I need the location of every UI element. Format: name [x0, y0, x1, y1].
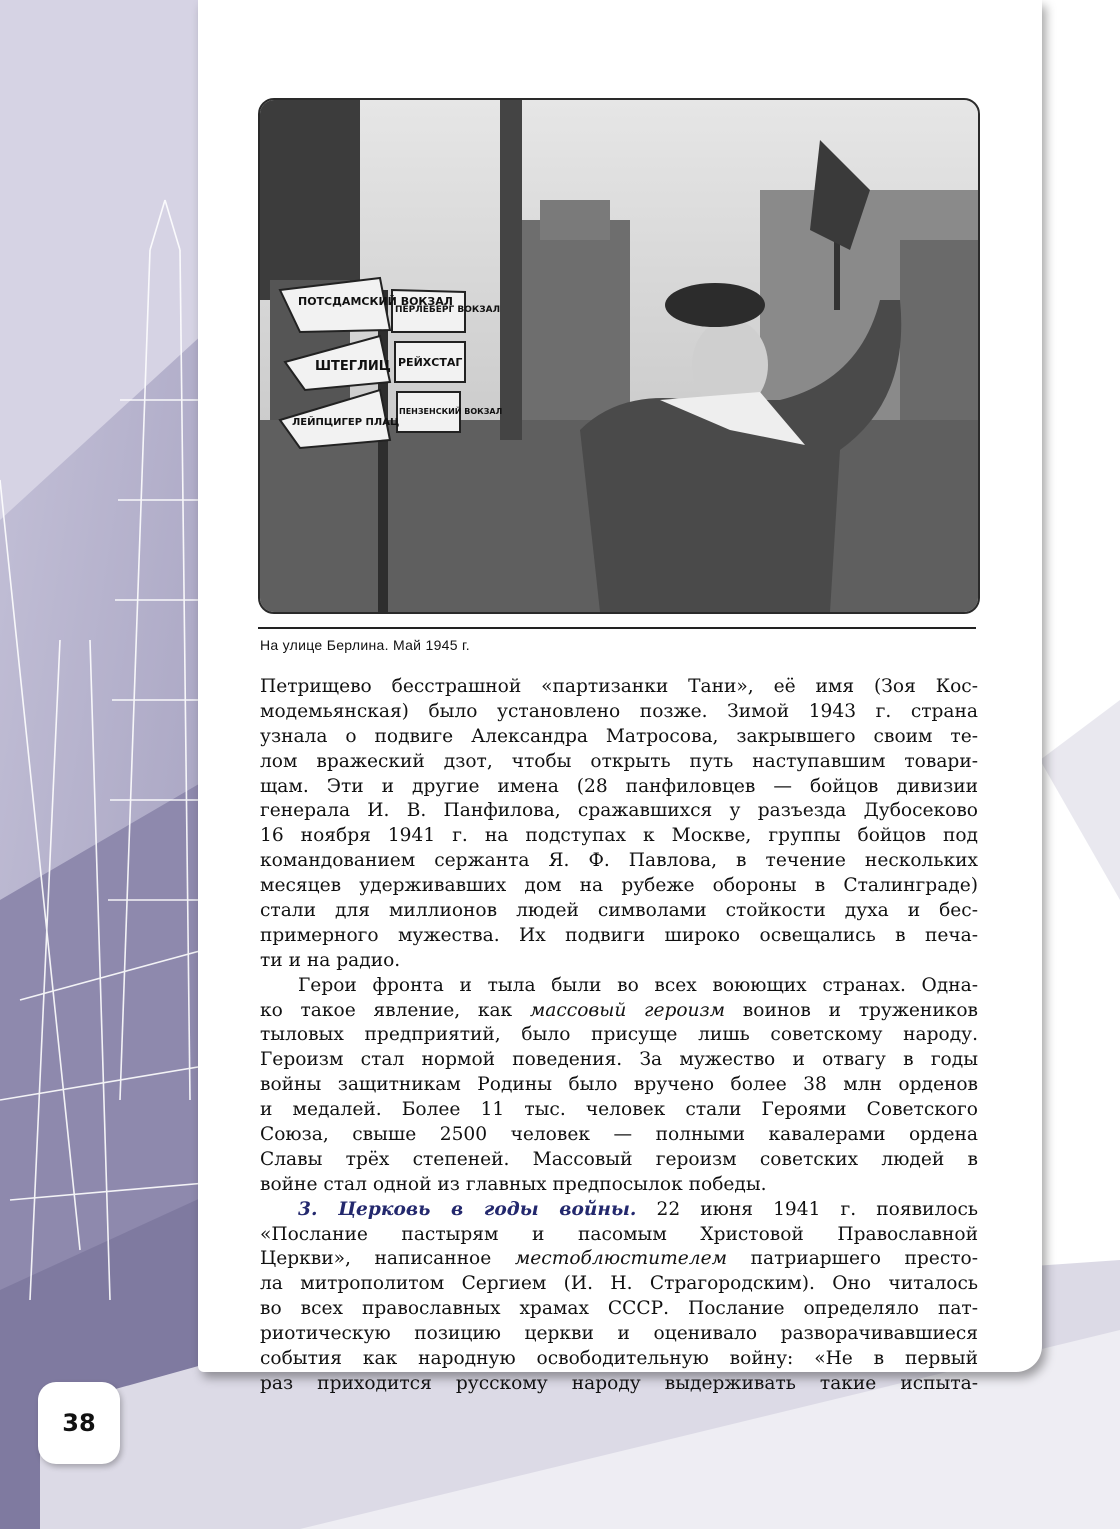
- text-line: тыловых предприятий, было присуще лишь советскому народу.: [260, 1024, 978, 1046]
- text-line: войне стал одной из главных предпосылок победы.: [260, 1173, 767, 1195]
- page-number: 38: [38, 1382, 120, 1464]
- text-line: риотическую позицию церкви и оценивало разворачивавшиеся: [260, 1323, 978, 1345]
- section-heading-line: [260, 1198, 978, 1223]
- text-line: 16 ноября 1941 г. на подступах к Москве, группы бойцов под: [260, 825, 978, 847]
- sign-text-4: РЕЙХСТАГ: [398, 356, 463, 369]
- text-line: генерала И. В. Панфилова, сражавшихся у разъезда Дубосеково: [260, 800, 978, 822]
- text-fragment: ко такое явление, как: [260, 999, 530, 1021]
- caption-rule: [258, 627, 976, 629]
- body-text: [260, 675, 978, 1397]
- photo-illustration: [260, 100, 978, 612]
- sign-text-3: ШТЕГЛИЦ: [315, 359, 391, 374]
- sign-text-6: ПЕНЗЕНСКИЙ ВОКЗАЛ: [399, 407, 503, 416]
- text-line: Герои фронта и тыла были во всех воюющих странах. Одна-: [298, 974, 978, 996]
- text-line: и медалей. Более 11 тыс. человек стали Героями Советского: [260, 1099, 978, 1121]
- text-line: события как народную освободительную войну: «Не в первый: [260, 1348, 978, 1370]
- text-fragment: патриаршего престо-: [727, 1248, 978, 1270]
- text-fragment: воинов и тружеников: [725, 999, 978, 1021]
- text-line: стали для миллионов людей символами стойкости духа и бес-: [260, 900, 978, 922]
- text-fragment: Церкви», написанное: [260, 1248, 515, 1270]
- sign-text-5: ЛЕЙПЦИГЕР ПЛАЦ: [292, 417, 400, 428]
- text-line: щам. Эти и другие имена (28 панфиловцев — бойцов дивизии: [260, 775, 978, 797]
- text-line: месяцев удерживавших дом на рубеже обороны в Сталинграде): [260, 875, 978, 897]
- text-line: «Послание пастырям и пасомым Христовой Православной: [260, 1223, 978, 1245]
- text-line: Героизм стал нормой поведения. За мужество и отвагу в годы: [260, 1049, 978, 1071]
- text-line: во всех православных храмах СССР. Послание определяло пат-: [260, 1298, 978, 1320]
- text-line: командованием сержанта Я. Ф. Павлова, в течение нескольких: [260, 850, 978, 872]
- sign-text-2: ПЕРЛЕБЕРГ ВОКЗАЛ: [395, 305, 501, 315]
- text-line: лом вражеский дзот, чтобы открыть путь наступавшим товари-: [260, 750, 978, 772]
- text-line: примерного мужества. Их подвиги широко освещались в печа-: [260, 924, 978, 946]
- photo-caption: На улице Берлина. Май 1945 г.: [260, 637, 470, 653]
- text-line-with-term: [260, 999, 978, 1024]
- text-line: Союза, свыше 2500 человек — полными кавалерами ордена: [260, 1124, 978, 1146]
- key-term: местоблюстителем: [514, 1248, 728, 1270]
- text-line: Славы трёх степеней. Массовый героизм советских людей в: [260, 1148, 978, 1170]
- sign-text-1: ПОТСДАМСКИЙ ВОКЗАЛ: [298, 295, 453, 308]
- section-heading: 3. Церковь в годы войны.: [298, 1198, 637, 1220]
- text-line: узнала о подвиге Александра Матросова, закрывшего своим те-: [260, 725, 978, 747]
- text-line: Петрищево бесстрашной «партизанки Тани», её имя (Зоя Кос-: [260, 676, 978, 697]
- text-line: раз приходится русскому народу выдерживать такие испыта-: [260, 1372, 978, 1394]
- text-line: модемьянская) было установлено позже. Зимой 1943 г. страна: [260, 700, 978, 722]
- text-line: войны защитникам Родины было вручено более 38 млн орденов: [260, 1074, 978, 1096]
- text-line: ти и на радио.: [260, 949, 401, 971]
- text-line-with-term: [260, 1247, 978, 1272]
- historical-photo: [258, 98, 980, 614]
- text-line: ла митрополитом Сергием (И. Н. Страгородским). Оно читалось: [260, 1273, 978, 1295]
- key-term: массовый героизм: [529, 999, 726, 1021]
- text-fragment: 22 июня 1941 г. появилось: [636, 1198, 978, 1220]
